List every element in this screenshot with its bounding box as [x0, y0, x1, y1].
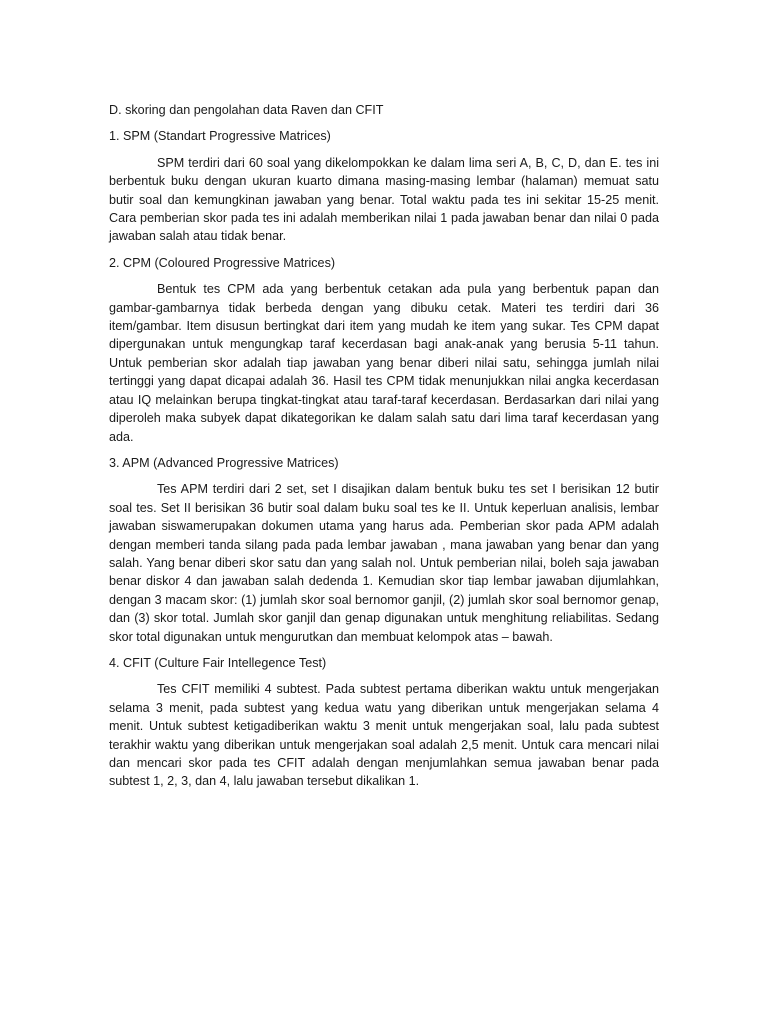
section-heading-cfit: 4. CFIT (Culture Fair Intellegence Test)	[109, 655, 327, 670]
section-spm	[109, 127, 659, 245]
document-title: D. skoring dan pengolahan data Raven dan CFIT	[109, 103, 384, 117]
section-heading-apm: 3. APM (Advanced Progressive Matrices)	[109, 455, 339, 470]
section-apm	[109, 454, 659, 646]
section-body-spm: SPM terdiri dari 60 soal yang dikelompokkan ke dalam lima seri A, B, C, D, dan E. tes ini berbentuk buku dengan ukuran kuarto dimana masing-masing lembar (halaman) memuat satu butir soal dan kemungkinan jawaban yang benar. Total waktu pada tes ini sekitar 15-25 menit. Cara pemberian skor pada tes ini adalah memberikan nilai 1 pada jawaban benar dan nilai 0 pada jawaban salah atau tidak benar.	[109, 155, 659, 244]
section-body-cpm: Bentuk tes CPM ada yang berbentuk cetakan ada pula yang berbentuk papan dan gambar-gambarnya tidak berbeda dengan yang dibuku cetak. Materi tes terdiri dari 36 item/gambar. Item disusun bertingkat dari item yang mudah ke item yang sukar. Tes CPM dapat dipergunakan untuk mengungkap taraf kecerdasan bagi anak-anak yang berusia 5-11 tahun. Untuk pemberian skor adalah tiap jawaban yang benar diberi nilai satu, sehingga jumlah nilai tertinggi yang dapat dicapai adalah 36. Hasil tes CPM tidak menunjukkan nilai angka kecerdasan atau IQ melainkan berupa tingkat-tingkat atau taraf-taraf kecerdasan. Berdasarkan dari nilai yang diperoleh maka subyek dapat dikategorikan ke dalam salah satu dari lima taraf kecerdasan yang ada.	[109, 282, 659, 444]
section-heading-cpm: 2. CPM (Coloured Progressive Matrices)	[109, 255, 336, 270]
document-page	[109, 101, 659, 799]
section-cfit	[109, 654, 659, 791]
section-heading-spm: 1. SPM (Standart Progressive Matrices)	[109, 129, 331, 144]
section-cpm	[109, 254, 659, 446]
section-body-apm: Tes APM terdiri dari 2 set, set I disajikan dalam bentuk buku tes set I berisikan 12 butir soal tes. Set II berisikan 36 butir soal dalam buku soal tes ke II. Untuk keperluan analisis, lembar jawaban siswamerupakan dokumen utama yang harus ada. Pemberian skor pada APM adalah dengan memberi tanda silang pada pada lembar jawaban , mana jawaban yang benar dan yang salah. Yang benar diberi skor satu dan yang salah nol. Untuk pemberian nilai, boleh saja jawaban benar diskor 4 dan jawaban salah dedenda 1. Kemudian skor tiap lembar jawaban dijumlahkan, dengan 3 macam skor: (1) jumlah skor soal bernomor ganjil, (2) jumlah skor soal bernomor genap, dan (3) skor total. Jumlah skor ganjil dan genap digunakan untuk menghitung reliabilitas. Sedang skor total digunakan untuk mengurutkan dan membuat kelompok atas – bawah.	[109, 482, 659, 644]
section-body-cfit: Tes CFIT memiliki 4 subtest. Pada subtest pertama diberikan waktu untuk mengerjakan selama 3 menit, pada subtest yang kedua watu yang diberikan untuk mengerjakan selama 4 menit. Untuk subtest ketigadiberikan waktu 3 menit untuk mengerjakan soal, lalu pada subtest terakhir waktu yang diberikan untuk mengerjakan soal adalah 2,5 menit. Untuk cara mencari nilai dan mencari skor pada tes CFIT adalah dengan menjumlahkan semua jawaban benar pada subtest 1, 2, 3, dan 4, lalu jawaban tersebut dikalikan 1.	[109, 682, 659, 789]
